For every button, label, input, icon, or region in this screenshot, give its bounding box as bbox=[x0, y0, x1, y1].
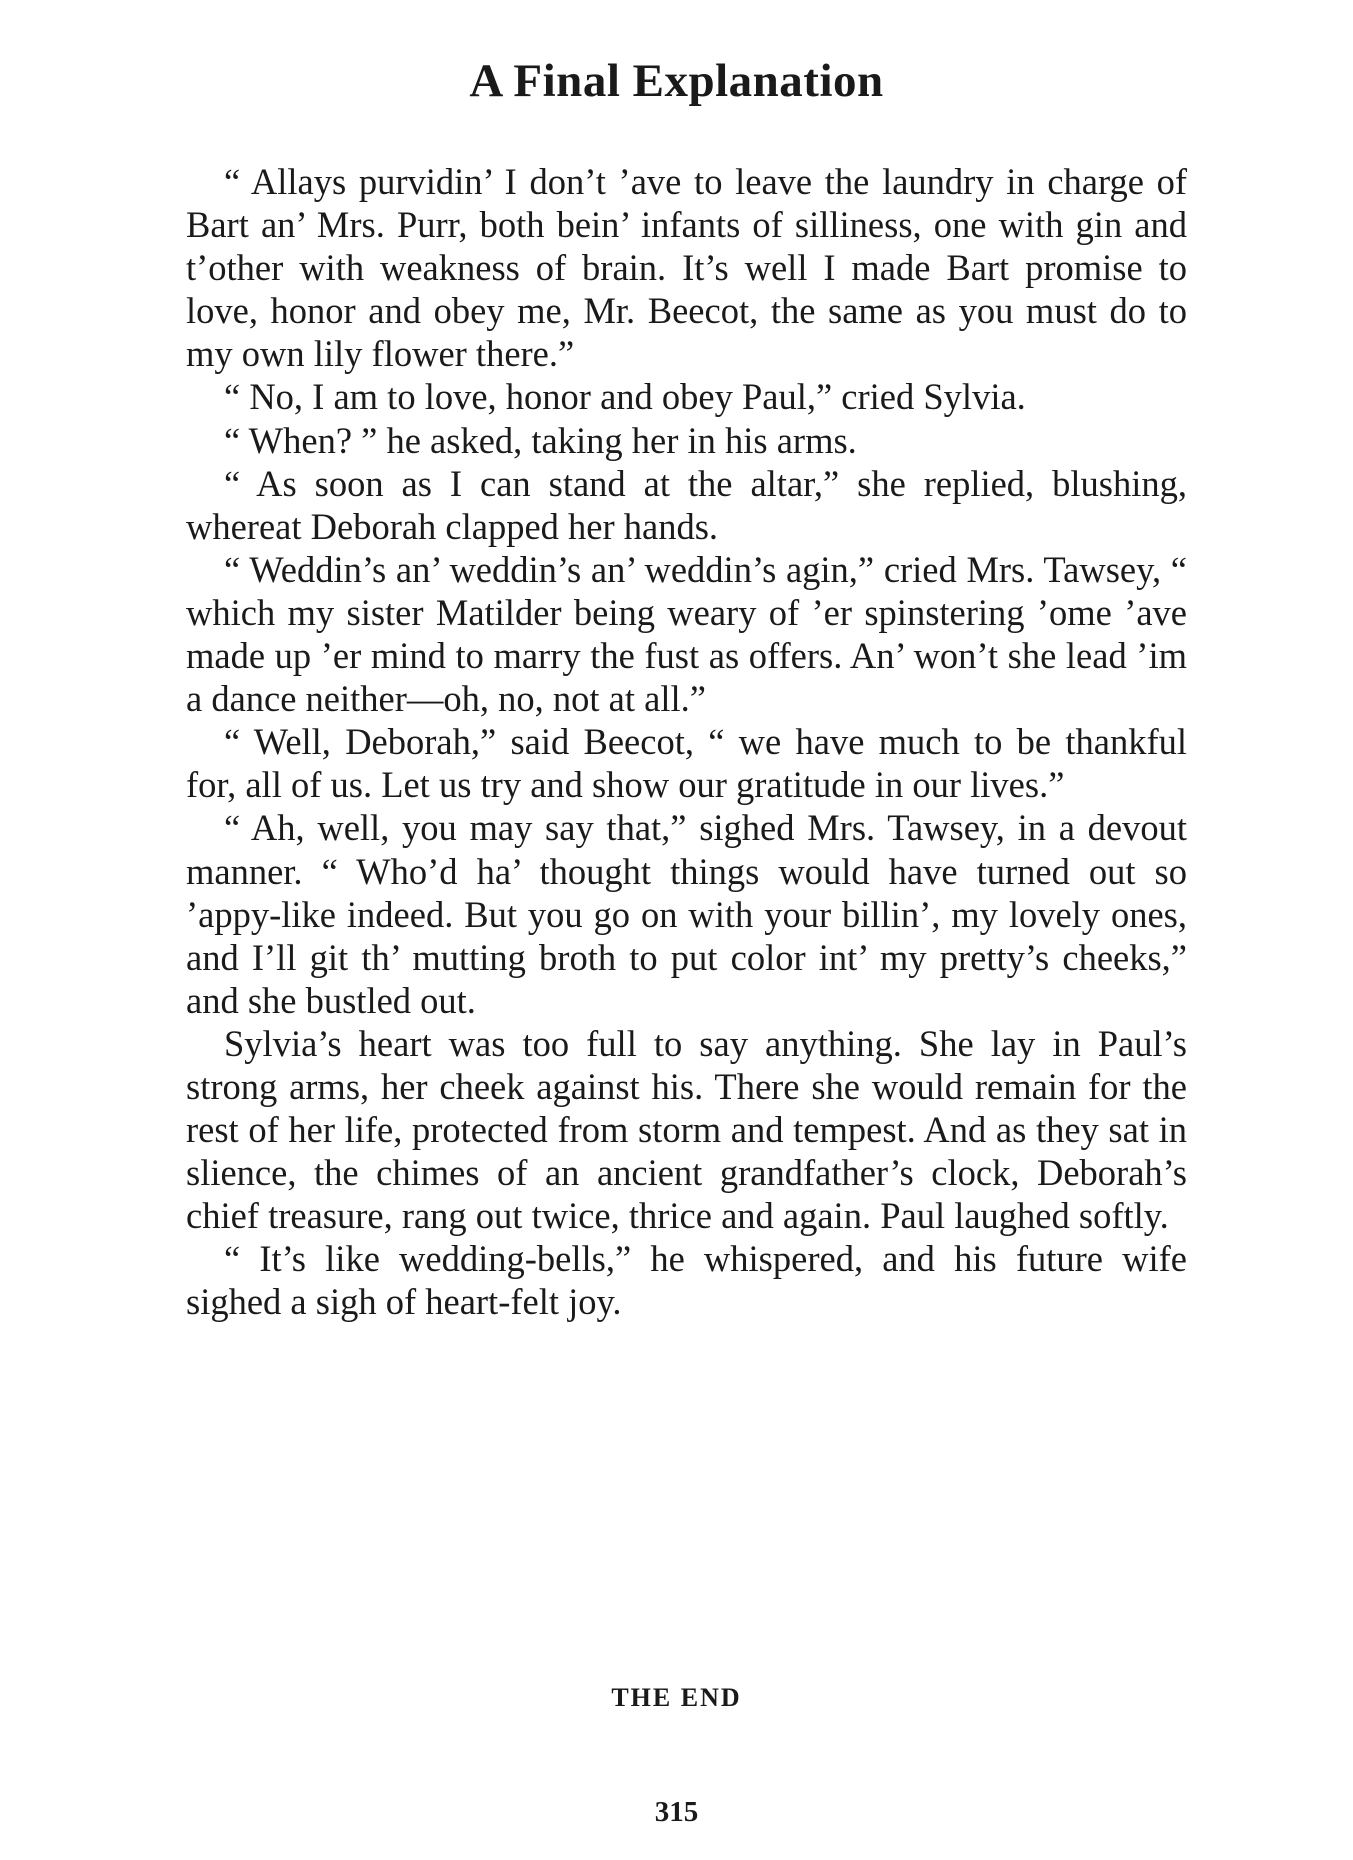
page-number: 315 bbox=[654, 1796, 699, 1828]
paragraph: “ As soon as I can stand at the altar,” she replied, blushing, whereat Deborah clapped her hands. bbox=[186, 462, 1187, 547]
paragraph: “ Ah, well, you may say that,” sighed Mrs. Tawsey, in a devout manner. “ Who’d ha’ thought things would have turned out so ’appy-like indeed. But you go on with your billin’, my lovely ones, and I’ll git th’ mutting broth to put color int’ my pretty’s cheeks,” and she bustled out. bbox=[186, 807, 1187, 1021]
end-marker: THE END bbox=[611, 1683, 742, 1712]
body-text bbox=[186, 160, 1187, 1324]
paragraph: “ Weddin’s an’ weddin’s an’ weddin’s agin,” cried Mrs. Tawsey, “ which my sister Matilder being weary of ’er spinstering ’ome ’ave made up ’er mind to marry the fust as offers. An’ won’t she lead ’im a dance neither—oh, no, not at all.” bbox=[186, 548, 1187, 720]
paragraph: “ Allays purvidin’ I don’t ’ave to leave the laundry in charge of Bart an’ Mrs. Purr, both bein’ infants of silliness, one with gin and t’other with weakness of brain. It’s well I made Bart promise to love, honor and obey me, Mr. Beecot, the same as you must do to my own lily flower there.” bbox=[186, 161, 1187, 375]
paragraph: “ Well, Deborah,” said Beecot, “ we have much to be thankful for, all of us. Let us try and show our gratitude in our lives.” bbox=[186, 721, 1187, 806]
paragraph: “ It’s like wedding-bells,” he whispered, and his future wife sighed a sigh of heart-felt joy. bbox=[186, 1238, 1187, 1323]
paragraph: Sylvia’s heart was too full to say anything. She lay in Paul’s strong arms, her cheek against his. There she would remain for the rest of her life, protected from storm and tempest. And as they sat in slience, the chimes of an ancient grandfather’s clock, Deborah’s chief treasure, rang out twice, thrice and again. Paul laughed softly. bbox=[186, 1022, 1187, 1237]
paragraph: “ When? ” he asked, taking her in his arms. bbox=[224, 419, 857, 461]
paragraph: “ No, I am to love, honor and obey Paul,” cried Sylvia. bbox=[224, 376, 1026, 418]
running-header: A Final Explanation bbox=[469, 55, 884, 107]
